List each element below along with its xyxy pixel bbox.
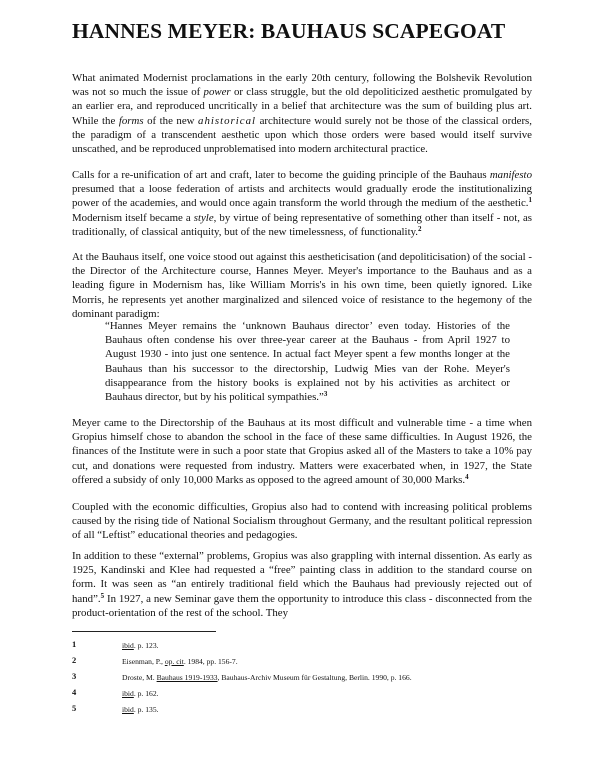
text-run: of the new [143, 114, 199, 127]
footnote-text: Eisenman, P., [122, 657, 165, 666]
footnote-5 [72, 704, 492, 718]
paragraph-6 [72, 549, 532, 620]
text-run: or class struggle, but the old depoliticized aesthetic promulgated by an earlier era, and reproduced uncritically in a belief that architecture was the sum of building plus art. While the [72, 86, 532, 127]
text-run: What animated Modernist proclamations in the early 20th century, following the Bolshevik Revolution was not so much the issue of [72, 72, 532, 99]
footnote-ref-4[interactable]: 4 [465, 472, 469, 481]
footnote-text: , Bauhaus-Archiv Museum für Gestaltung, Berlin. 1990, p. 166. [217, 673, 412, 682]
text-run: Meyer came to the Directorship of the Bauhaus at its most difficult and vulnerable time - a time when Gropius himself chose to abandon the school in the face of these same difficulties. In August 1926, the finances of the Institute were in such a poor state that Gropius asked all of the Masters to take a 10% pay cut, and donations were requested from industry. Matters were exacerbated when, in 1927, the State offered a subsidy of only 10,000 Marks as opposed to the agreed amount of 30,000 Marks. [72, 417, 532, 486]
paragraph-1 [72, 71, 532, 156]
page-title: HANNES MEYER: BAUHAUS SCAPEGOAT [72, 19, 506, 43]
emphasis-ahistorical: ahistorical [198, 114, 257, 127]
footnote-divider [72, 631, 216, 632]
text-run: In addition to these “external” problems, Gropius was also grappling with internal dissention. As early as 1925, Kandinski and Klee had requested a “free” painting class in addition to the standard course on form. It was seen as “an entirely traditional field which the Bauhaus had previously rejected out of hand”. [72, 550, 532, 605]
footnote-number: 1 [72, 639, 77, 649]
footnote-ref-link: Bauhaus 1919-1933 [156, 673, 218, 682]
footnote-ref-link: ibid [122, 641, 134, 650]
text-run: In 1927, a new Seminar gave them the opportunity to introduce this class - disconnected from the product-orientation of the rest of the school. They [72, 592, 532, 619]
footnote-ref-link: ibid [122, 689, 134, 698]
text-run: architecture would surely not be those of the classical orders, the paradigm of a transcendent aesthetic upon which those orders were based would itself survive unscathed, and be reproduced unproblematised into modern architectural practice. [72, 114, 532, 156]
footnote-text: . p. 123. [133, 641, 159, 650]
footnote-ref-5[interactable]: 5 [100, 591, 105, 600]
text-run: , by virtue of being representative of something other than itself - not, as traditionally, of classical antiquity, but of the new timelessness, of functionality. [72, 211, 532, 238]
footnote-ref-link: op. cit [164, 657, 184, 666]
footnote-number: 5 [72, 703, 77, 713]
emphasis-style: style [193, 211, 214, 224]
text-run: Modernism itself became a [72, 211, 194, 224]
emphasis-forms: forms [118, 114, 144, 127]
paragraph-3 [72, 250, 532, 321]
footnote-4 [72, 688, 492, 702]
text-run: Calls for a re-unification of art and craft, later to become the guiding principle of the Bauhaus [72, 169, 490, 181]
footnote-number: 2 [72, 655, 77, 665]
text-run: Coupled with the economic difficulties, Gropius also had to contend with increasing political problems caused by the rising tide of National Socialism throughout Germany, and the resultant political repression of all “Leftist” educational theories and pedagogies. [72, 501, 532, 542]
text-run: “Hannes Meyer remains the ‘unknown Bauhaus director’ even today. Histories of the Bauhaus often condense his over three-year career at the Bauhaus - from April 1927 to August 1930 - into just one sentence. In actual fact Meyer spent a few months longer at the Bauhaus than his successor to the directorship, Ludwig Mies van der Rohe. Meyer's disappearance from the history books is explained not by his activities as architect or Bauhaus director, but by his political sympathies.” [105, 320, 510, 404]
footnote-2 [72, 656, 492, 670]
footnote-number: 3 [72, 671, 77, 681]
footnote-text: Droste, M. [122, 673, 157, 682]
paragraph-2 [72, 168, 532, 239]
text-run: presumed that a loose federation of artists and architects would gradually erode the institutionalizing power of the academies, and would once again transform the world through the medium of the aesthetic. [72, 183, 532, 210]
paragraph-4 [72, 416, 532, 487]
block-quote [105, 319, 510, 404]
emphasis-power: power [203, 86, 231, 99]
text-run: At the Bauhaus itself, one voice stood out against this aestheticisation (and depoliticisation) of the social - the Director of the Architecture course, Hannes Meyer. Meyer's importance to the Bauhaus and as a leading figure in Modernism has, like William Morris's in his own time, been quietly ignored. Like Morris, he represents yet another marginalized and silenced voice of resistance to the hegemony of the dominant paradigm: [72, 251, 532, 320]
footnote-ref-3[interactable]: 3 [323, 390, 328, 399]
footnote-number: 4 [72, 687, 77, 697]
footnote-ref-2[interactable]: 2 [418, 224, 422, 233]
emphasis-manifesto: manifesto [489, 169, 532, 181]
footnote-ref-link: ibid [122, 705, 134, 714]
footnote-text: . p. 162. [133, 689, 159, 698]
footnote-3 [72, 672, 492, 686]
footnote-ref-1[interactable]: 1 [528, 196, 532, 205]
footnote-text: . p. 135. [133, 705, 159, 714]
footnote-1 [72, 640, 492, 654]
paragraph-5 [72, 500, 532, 543]
footnote-text: . 1984, pp. 156-7. [183, 657, 238, 666]
